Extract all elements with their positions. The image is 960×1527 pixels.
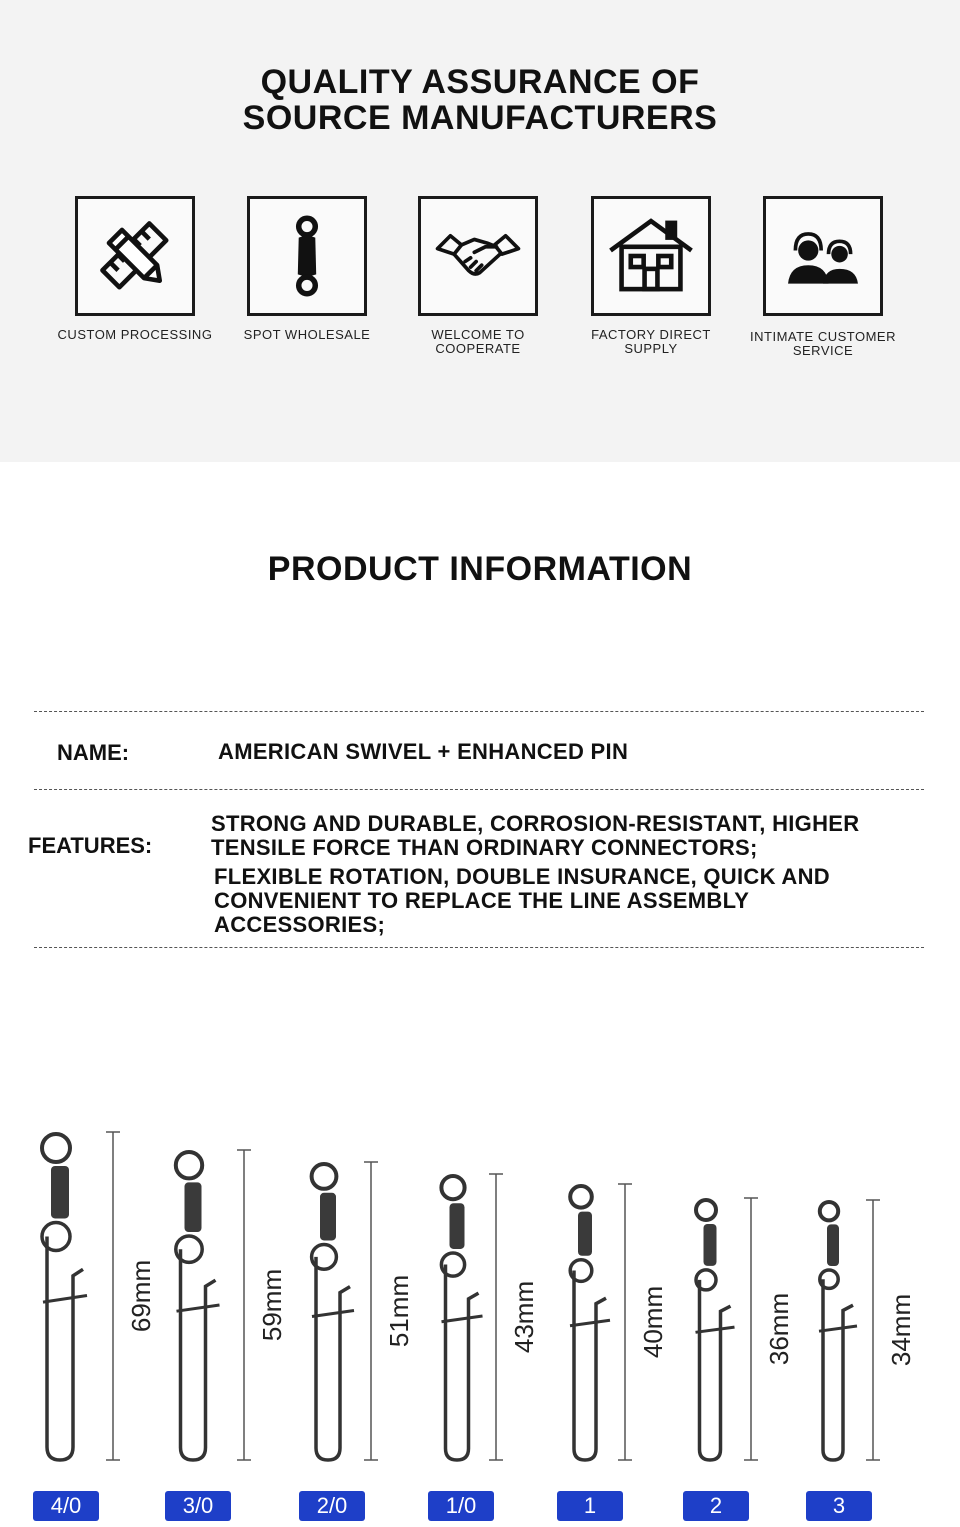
- quality-title: [0, 64, 960, 136]
- feature-label: SPOT WHOLESALE: [243, 327, 371, 342]
- divider: [34, 711, 924, 712]
- customer-service-icon: [763, 196, 883, 316]
- swivel-item: [312, 1162, 414, 1460]
- length-label: 69mm: [126, 1259, 156, 1333]
- name-label: NAME:: [57, 740, 130, 765]
- pencil-ruler-icon: [75, 196, 195, 316]
- feature-label: SUPPLY: [624, 341, 678, 356]
- swivel-item: [42, 1132, 156, 1460]
- size-badge: 2/0: [299, 1491, 365, 1521]
- product-information-title: PRODUCT INFORMATION: [267, 550, 693, 588]
- size-badge: 1/0: [428, 1491, 494, 1521]
- swivel-item: [176, 1150, 287, 1460]
- features-paragraph-2: [214, 865, 830, 937]
- length-label: 43mm: [509, 1280, 539, 1354]
- divider: [34, 947, 924, 948]
- handshake-icon: [418, 196, 538, 316]
- swivel-item: [570, 1184, 668, 1460]
- quality-title-line2: SOURCE MANUFACTURERS: [242, 99, 718, 137]
- size-badge: 2: [683, 1491, 749, 1521]
- divider: [34, 789, 924, 790]
- feature-intimate-customer-service: [733, 196, 913, 358]
- length-label: 36mm: [764, 1292, 794, 1366]
- size-badge: 3: [806, 1491, 872, 1521]
- size-badge: 1: [557, 1491, 623, 1521]
- quality-title-line1: QUALITY ASSURANCE OF: [260, 63, 700, 101]
- length-label: 59mm: [257, 1268, 287, 1342]
- factory-house-icon: [591, 196, 711, 316]
- features-label: FEATURES:: [28, 833, 153, 858]
- feature-spot-wholesale: [217, 196, 397, 342]
- features-p2-line3: ACCESSORIES;: [214, 912, 386, 937]
- feature-label: SERVICE: [792, 343, 854, 358]
- feature-label: INTIMATE CUSTOMER: [750, 329, 896, 344]
- swivel-item: [696, 1198, 795, 1460]
- length-label: 40mm: [638, 1285, 668, 1359]
- swivel-item: [819, 1200, 916, 1460]
- swivel-item: [441, 1174, 539, 1460]
- feature-label: WELCOME TO COOPERATE: [431, 327, 525, 356]
- name-value: AMERICAN SWIVEL + ENHANCED PIN: [218, 739, 629, 764]
- length-label: 51mm: [384, 1274, 414, 1348]
- swivel-icon: [247, 196, 367, 316]
- features-p2-line1: FLEXIBLE ROTATION, DOUBLE INSURANCE, QUICK AND: [214, 864, 830, 889]
- features-p1-line2: TENSILE FORCE THAN ORDINARY CONNECTORS;: [211, 835, 758, 860]
- feature-label: FACTORY DIRECT: [591, 327, 711, 342]
- length-label: 34mm: [886, 1293, 916, 1367]
- feature-welcome-to-cooperate: [388, 196, 568, 356]
- features-p2-line2: CONVENIENT TO REPLACE THE LINE ASSEMBLY: [214, 888, 750, 913]
- feature-label: CUSTOM PROCESSING: [57, 327, 213, 342]
- swivel-size-lineup: [0, 1110, 960, 1480]
- size-badge: 3/0: [165, 1491, 231, 1521]
- feature-custom-processing: [45, 196, 225, 342]
- size-badge: 4/0: [33, 1491, 99, 1521]
- features-paragraph-1: [211, 812, 859, 860]
- feature-factory-direct-supply: [561, 196, 741, 356]
- features-p1-line1: STRONG AND DURABLE, CORROSION-RESISTANT, HIGHER: [211, 811, 860, 836]
